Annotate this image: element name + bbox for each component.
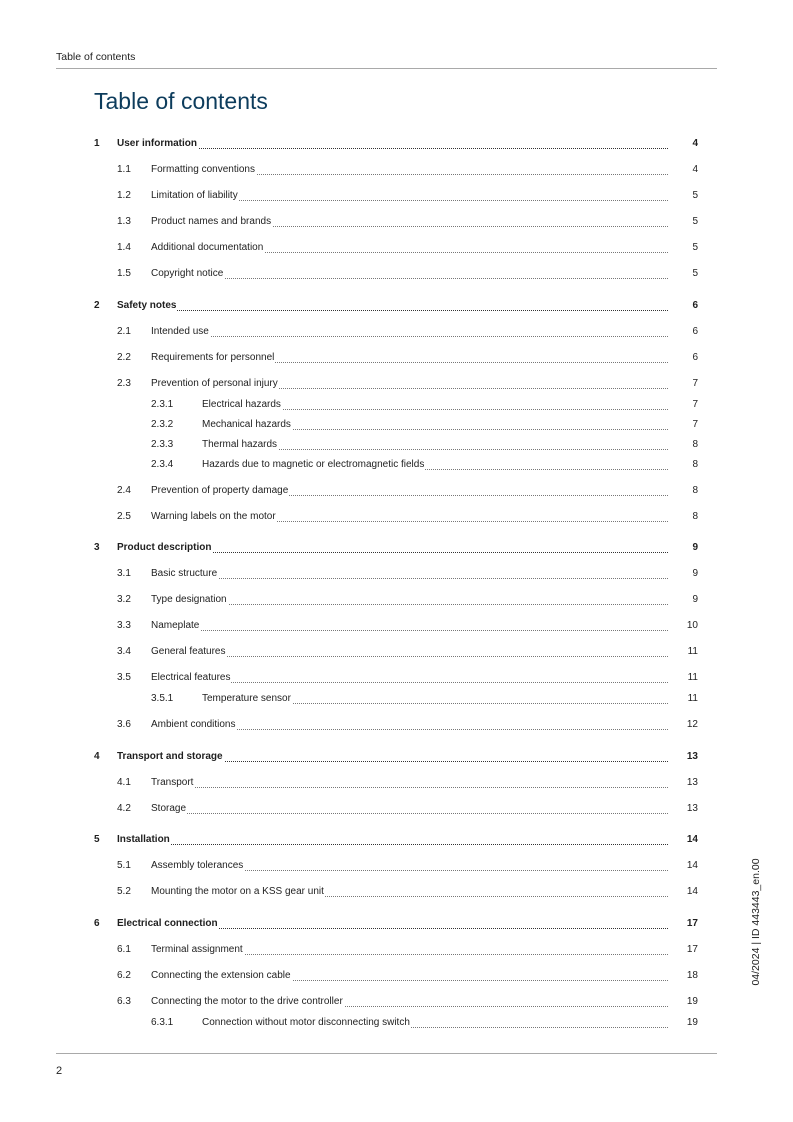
toc-leader-dots <box>117 136 668 149</box>
toc-entry-number: 4.1 <box>117 777 131 788</box>
toc-entry-title: Electrical connection <box>117 918 218 929</box>
toc-leader-dots <box>117 298 668 311</box>
toc-entry-number: 3.3 <box>117 620 131 631</box>
toc-entry-number: 3.1 <box>117 568 131 579</box>
toc-entry-title: Product description <box>117 542 212 553</box>
toc-entry-number: 4 <box>94 751 100 762</box>
toc-entry-page: 6 <box>692 300 698 311</box>
toc-entry-page: 19 <box>686 1017 698 1028</box>
toc-leader-dots <box>151 644 668 657</box>
toc-entry[interactable] <box>0 419 793 431</box>
toc-entry-page: 13 <box>686 777 698 788</box>
toc-entry-page: 14 <box>686 886 698 897</box>
toc-entry[interactable] <box>0 164 793 176</box>
document-identifier: 04/2024 | ID 443443_en.00 <box>750 858 762 986</box>
toc-entry-number: 3.5 <box>117 672 131 683</box>
toc-entry[interactable] <box>0 485 793 497</box>
toc-entry-page: 9 <box>692 594 698 605</box>
toc-entry[interactable] <box>0 996 793 1008</box>
toc-entry[interactable] <box>0 352 793 364</box>
toc-entry[interactable] <box>0 672 793 684</box>
toc-entry-page: 11 <box>687 672 698 683</box>
toc-entry-number: 5.2 <box>117 886 131 897</box>
toc-entry-page: 5 <box>692 268 698 279</box>
toc-entry-title: Mechanical hazards <box>202 419 291 430</box>
toc-entry-title: Transport and storage <box>117 751 223 762</box>
toc-entry-number: 2.5 <box>117 511 131 522</box>
toc-entry[interactable] <box>0 378 793 390</box>
toc-leader-dots <box>151 566 668 579</box>
toc-entry-title: Intended use <box>151 326 209 337</box>
toc-entry[interactable] <box>0 326 793 338</box>
toc-entry[interactable] <box>0 190 793 202</box>
toc-entry-number: 1.2 <box>117 190 131 201</box>
toc-entry-page: 8 <box>692 459 698 470</box>
toc-entry-number: 5.1 <box>117 860 131 871</box>
toc-entry-number: 1.3 <box>117 216 131 227</box>
page-title: Table of contents <box>94 88 268 114</box>
toc-entry-number: 3.2 <box>117 594 131 605</box>
toc-entry-page: 14 <box>686 834 698 845</box>
toc-entry-page: 10 <box>686 620 698 631</box>
toc-entry-number: 1.1 <box>117 164 131 175</box>
toc-entry-title: Formatting conventions <box>151 164 255 175</box>
toc-entry-number: 6.1 <box>117 944 131 955</box>
toc-entry-page: 4 <box>692 164 698 175</box>
toc-entry-number: 3.4 <box>117 646 131 657</box>
toc-leader-dots <box>151 324 668 337</box>
toc-entry[interactable] <box>0 511 793 523</box>
toc-entry[interactable] <box>0 216 793 228</box>
toc-entry[interactable] <box>0 542 793 554</box>
toc-entry-number: 3 <box>94 542 100 553</box>
toc-entry-page: 19 <box>686 996 698 1007</box>
toc-entry[interactable] <box>0 918 793 930</box>
toc-entry-number: 1.4 <box>117 242 131 253</box>
toc-entry[interactable] <box>0 439 793 451</box>
toc-entry[interactable] <box>0 268 793 280</box>
toc-entry-page: 8 <box>692 511 698 522</box>
toc-entry-title: Prevention of property damage <box>151 485 289 496</box>
toc-entry-number: 6.3.1 <box>151 1017 174 1028</box>
toc-entry-title: Storage <box>151 803 187 814</box>
toc-entry-page: 7 <box>692 378 698 389</box>
toc-entry[interactable] <box>0 719 793 731</box>
toc-entry[interactable] <box>0 803 793 815</box>
toc-entry-page: 5 <box>692 190 698 201</box>
page-number: 2 <box>56 1065 63 1077</box>
toc-entry-number: 3.5.1 <box>151 693 174 704</box>
toc-entry-title: Temperature sensor <box>202 693 291 704</box>
toc-entry-page: 13 <box>686 751 698 762</box>
toc-entry-number: 2.3.2 <box>151 419 174 430</box>
toc-entry[interactable] <box>0 646 793 658</box>
toc-entry-page: 8 <box>692 439 698 450</box>
toc-entry-number: 3.6 <box>117 719 131 730</box>
toc-entry-title: Nameplate <box>151 620 200 631</box>
toc-entry[interactable] <box>0 834 793 846</box>
toc-entry-page: 17 <box>686 944 698 955</box>
toc-entry-number: 6.2 <box>117 970 131 981</box>
toc-entry-number: 1 <box>94 138 100 149</box>
toc-entry[interactable] <box>0 886 793 898</box>
toc-entry[interactable] <box>0 300 793 312</box>
toc-entry[interactable] <box>0 459 793 471</box>
toc-entry-page: 11 <box>687 693 698 704</box>
toc-entry-page: 7 <box>692 419 698 430</box>
toc-entry-number: 2.2 <box>117 352 131 363</box>
toc-entry-title: Thermal hazards <box>202 439 278 450</box>
toc-entry-number: 4.2 <box>117 803 131 814</box>
toc-entry-number: 2 <box>94 300 100 311</box>
toc-entry[interactable] <box>0 1017 793 1029</box>
toc-entry-title: Electrical hazards <box>202 399 281 410</box>
toc-entry[interactable] <box>0 568 793 580</box>
toc-entry-number: 2.3 <box>117 378 131 389</box>
toc-entry-title: Electrical features <box>151 672 231 683</box>
toc-entry-page: 12 <box>686 719 698 730</box>
toc-entry-title: Additional documentation <box>151 242 264 253</box>
toc-leader-dots <box>151 775 668 788</box>
toc-entry[interactable] <box>0 970 793 982</box>
toc-leader-dots <box>151 592 668 605</box>
toc-entry-title: Assembly tolerances <box>151 860 244 871</box>
toc-entry-title: Ambient conditions <box>151 719 236 730</box>
toc-entry[interactable] <box>0 138 793 150</box>
toc-entry[interactable] <box>0 751 793 763</box>
toc-entry-page: 4 <box>692 138 698 149</box>
toc-entry-page: 7 <box>692 399 698 410</box>
toc-entry[interactable] <box>0 860 793 872</box>
toc-entry-title: Basic structure <box>151 568 218 579</box>
toc-entry-page: 5 <box>692 242 698 253</box>
toc-entry-page: 9 <box>692 542 698 553</box>
toc-entry[interactable] <box>0 399 793 411</box>
toc-entry-title: General features <box>151 646 226 657</box>
running-header: Table of contents <box>56 51 136 63</box>
toc-leader-dots <box>117 832 668 845</box>
toc-entry-number: 2.1 <box>117 326 131 337</box>
toc-leader-dots <box>151 266 668 279</box>
toc-entry-title: Mounting the motor on a KSS gear unit <box>151 886 324 897</box>
toc-entry-title: User information <box>117 138 198 149</box>
toc-entry[interactable] <box>0 944 793 956</box>
toc-entry-number: 2.3.1 <box>151 399 174 410</box>
toc-entry-page: 5 <box>692 216 698 227</box>
toc-entry[interactable] <box>0 777 793 789</box>
toc-entry-page: 13 <box>686 803 698 814</box>
toc-entry-number: 6.3 <box>117 996 131 1007</box>
toc-entry-page: 11 <box>687 646 698 657</box>
toc-entry[interactable] <box>0 594 793 606</box>
toc-entry-title: Copyright notice <box>151 268 224 279</box>
toc-entry-page: 17 <box>686 918 698 929</box>
toc-entry-number: 2.3.3 <box>151 439 174 450</box>
toc-entry-number: 2.4 <box>117 485 131 496</box>
toc-entry-title: Safety notes <box>117 300 177 311</box>
toc-entry[interactable] <box>0 693 793 705</box>
toc-entry-title: Connecting the motor to the drive controller <box>151 996 343 1007</box>
toc-entry-title: Hazards due to magnetic or electromagnetic fields <box>202 459 425 470</box>
toc-entry[interactable] <box>0 620 793 632</box>
header-divider <box>56 68 717 69</box>
toc-entry-title: Product names and brands <box>151 216 272 227</box>
toc-entry-number: 5 <box>94 834 100 845</box>
toc-entry-title: Transport <box>151 777 194 788</box>
toc-entry-title: Connecting the extension cable <box>151 970 291 981</box>
toc-leader-dots <box>151 801 668 814</box>
toc-entry-title: Installation <box>117 834 170 845</box>
toc-entry[interactable] <box>0 242 793 254</box>
footer-divider <box>56 1053 717 1054</box>
toc-entry-number: 1.5 <box>117 268 131 279</box>
toc-entry-page: 6 <box>692 326 698 337</box>
toc-entry-title: Prevention of personal injury <box>151 378 278 389</box>
toc-entry-page: 8 <box>692 485 698 496</box>
toc-entry-page: 14 <box>686 860 698 871</box>
toc-entry-page: 9 <box>692 568 698 579</box>
toc-entry-title: Type designation <box>151 594 227 605</box>
toc-leader-dots <box>151 618 668 631</box>
toc-entry-number: 2.3.4 <box>151 459 174 470</box>
toc-entry-number: 6 <box>94 918 100 929</box>
toc-entry-title: Limitation of liability <box>151 190 238 201</box>
toc-entry-title: Terminal assignment <box>151 944 243 955</box>
toc-entry-title: Warning labels on the motor <box>151 511 276 522</box>
toc-entry-page: 6 <box>692 352 698 363</box>
toc-entry-title: Connection without motor disconnecting switch <box>202 1017 410 1028</box>
toc-entry-title: Requirements for personnel <box>151 352 275 363</box>
toc-entry-page: 18 <box>686 970 698 981</box>
